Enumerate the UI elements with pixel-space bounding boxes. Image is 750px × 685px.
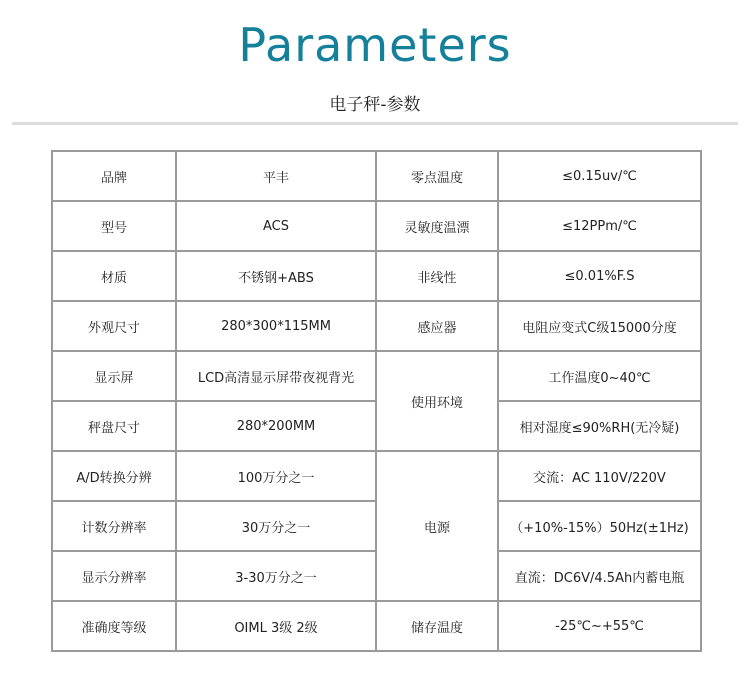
param-label: 使用环境 [376, 351, 498, 451]
param-value: LCD高清显示屏带夜视背光 [176, 351, 376, 401]
param-value: 交流：AC 110V/220V [498, 451, 701, 501]
table-row [52, 201, 701, 251]
param-label: 显示分辨率 [52, 551, 176, 601]
param-value: ≤0.01%F.S [498, 251, 701, 301]
param-value: （+10%-15%）50Hz(±1Hz) [498, 501, 701, 551]
param-value: ACS [176, 201, 376, 251]
param-label: 储存温度 [376, 601, 498, 651]
table-row [52, 251, 701, 301]
param-label: 品牌 [52, 151, 176, 201]
param-label: 材质 [52, 251, 176, 301]
param-label: 显示屏 [52, 351, 176, 401]
param-label: 计数分辨率 [52, 501, 176, 551]
param-value: 3-30万分之一 [176, 551, 376, 601]
param-label: 秤盘尺寸 [52, 401, 176, 451]
param-value: 相对湿度≤90%RH(无冷疑) [498, 401, 701, 451]
param-label: 零点温度 [376, 151, 498, 201]
parameters-table [51, 150, 702, 652]
param-label: 感应器 [376, 301, 498, 351]
param-label: 非线性 [376, 251, 498, 301]
param-value: 电阻应变式C级15000分度 [498, 301, 701, 351]
param-label: 型号 [52, 201, 176, 251]
param-value: ≤0.15uv/℃ [498, 151, 701, 201]
param-value: 直流：DC6V/4.5Ah内蓄电瓶 [498, 551, 701, 601]
table-row [52, 351, 701, 401]
param-label: A/D转换分辨 [52, 451, 176, 501]
divider [12, 122, 738, 125]
param-value: -25℃~+55℃ [498, 601, 701, 651]
param-value: 平丰 [176, 151, 376, 201]
param-value: 工作温度0~40℃ [498, 351, 701, 401]
table-row [52, 151, 701, 201]
param-value: 不锈钢+ABS [176, 251, 376, 301]
param-value: OIML 3级 2级 [176, 601, 376, 651]
param-label: 准确度等级 [52, 601, 176, 651]
param-label: 电源 [376, 451, 498, 601]
param-label: 灵敏度温漂 [376, 201, 498, 251]
param-value: 30万分之一 [176, 501, 376, 551]
param-label: 外观尺寸 [52, 301, 176, 351]
param-value: 100万分之一 [176, 451, 376, 501]
param-value: 280*200MM [176, 401, 376, 451]
param-value: ≤12PPm/℃ [498, 201, 701, 251]
table-row [52, 601, 701, 651]
table-row [52, 451, 701, 501]
table-row [52, 301, 701, 351]
param-value: 280*300*115MM [176, 301, 376, 351]
page-subtitle: 电子秤-参数 [329, 95, 421, 115]
page-title: Parameters [238, 18, 512, 72]
